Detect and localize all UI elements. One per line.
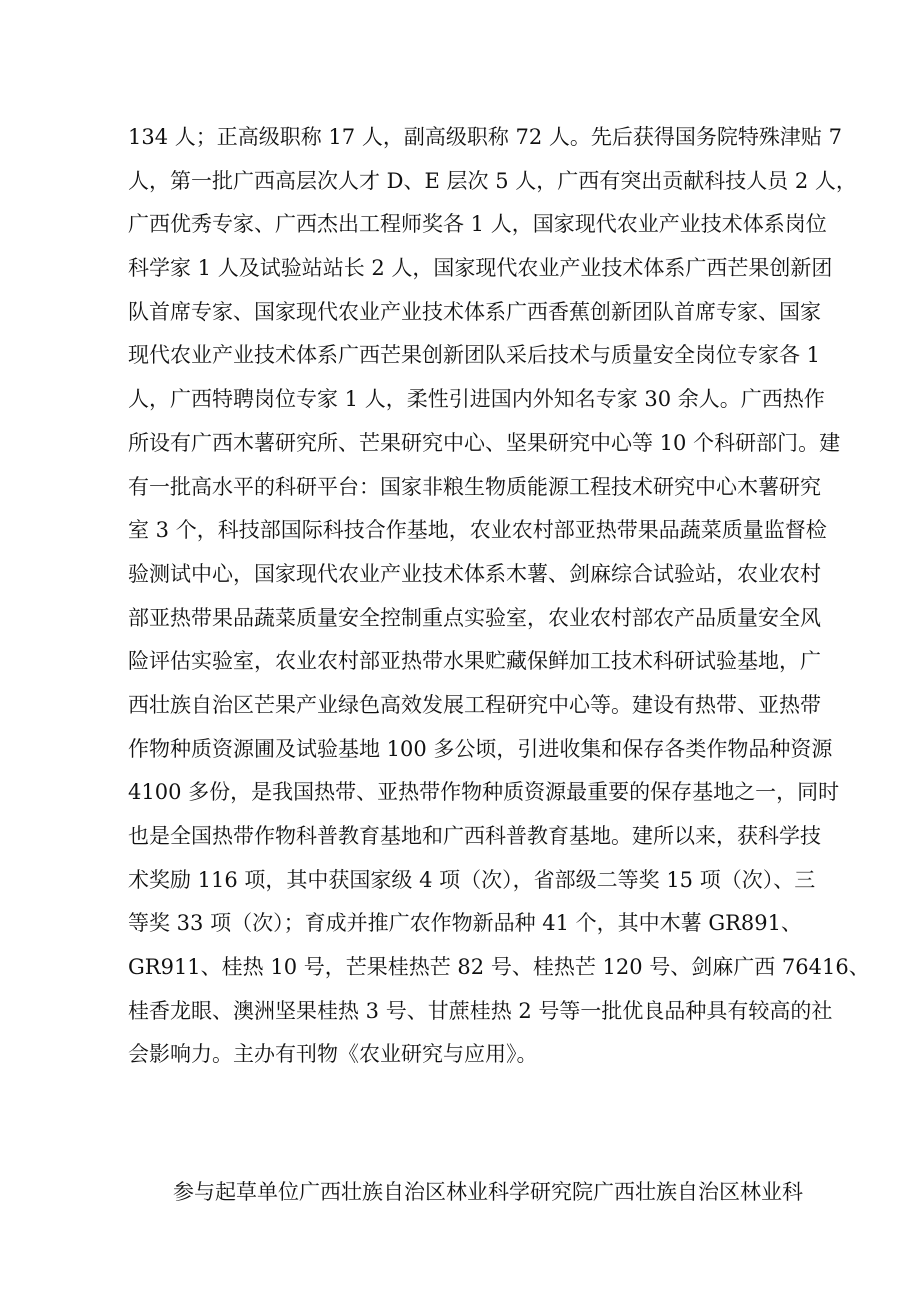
text-line: 作物种质资源圃及试验基地 100 多公顷，引进收集和保存各类作物品种资源 — [128, 736, 833, 761]
text-line: 广西优秀专家、广西杰出工程师奖各 1 人，国家现代农业产业技术体系岗位 — [128, 212, 827, 237]
text-line: 险评估实验室，农业农村部亚热带水果贮藏保鲜加工技术科研试验基地，广 — [128, 649, 821, 674]
text-line: 134 人；正高级职称 17 人，副高级职称 72 人。先后获得国务院特殊津贴 7 — [128, 125, 842, 149]
text-line: 所设有广西木薯研究所、芒果研究中心、坚果研究中心等 10 个科研部门。建 — [128, 430, 841, 455]
text-line: 室 3 个，科技部国际科技合作基地，农业农村部亚热带果品蔬菜质量监督检 — [128, 518, 827, 543]
text-line: 科学家 1 人及试验站站长 2 人，国家现代农业产业技术体系广西芒果创新团 — [128, 256, 833, 281]
text-line: 现代农业产业技术体系广西芒果创新团队采后技术与质量安全岗位专家各 1 — [128, 343, 821, 368]
text-line: 也是全国热带作物科普教育基地和广西科普教育基地。建所以来，获科学技 — [128, 824, 821, 848]
text-line: 等奖 33 项（次）；育成并推广农作物新品种 41 个，其中木薯 GR891、 — [128, 911, 802, 936]
text-line: 人，第一批广西高层次人才 D、E 层次 5 人，广西有突出贡献科技人员 2 人， — [128, 168, 857, 193]
text-line: 人，广西特聘岗位专家 1 人，柔性引进国内外知名专家 30 余人。广西热作 — [128, 387, 825, 412]
text-line: 4100 多份，是我国热带、亚热带作物种质资源最重要的保存基地之一，同时 — [128, 780, 840, 805]
text-line: 部亚热带果品蔬菜质量安全控制重点实验室，农业农村部农产品质量安全风 — [128, 605, 821, 630]
text-line: 会影响力。主办有刊物《农业研究与应用》。 — [128, 1042, 538, 1067]
paragraph-institute-profile — [128, 116, 870, 1077]
text-line: 验测试中心，国家现代农业产业技术体系木薯、剑麻综合试验站，农业农村 — [128, 561, 821, 586]
text-line: 术奖励 116 项，其中获国家级 4 项（次），省部级二等奖 15 项（次）、三 — [128, 867, 816, 892]
text-line: 队首席专家、国家现代农业产业技术体系广西香蕉创新团队首席专家、国家 — [128, 299, 821, 324]
text-line: GR911、桂热 10 号，芒果桂热芒 82 号、桂热芒 120 号、剑麻广西 76416、 — [128, 955, 870, 980]
text-line: 有一批高水平的科研平台：国家非粮生物质能源工程技术研究中心木薯研究 — [128, 474, 821, 499]
paragraph-drafting-units: 参与起草单位广西壮族自治区林业科学研究院广西壮族自治区林业科 — [173, 1180, 803, 1204]
text-line: 西壮族自治区芒果产业绿色高效发展工程研究中心等。建设有热带、亚热带 — [128, 692, 821, 717]
text-line: 桂香龙眼、澳洲坚果桂热 3 号、甘蔗桂热 2 号等一批优良品种具有较高的社 — [128, 998, 833, 1023]
